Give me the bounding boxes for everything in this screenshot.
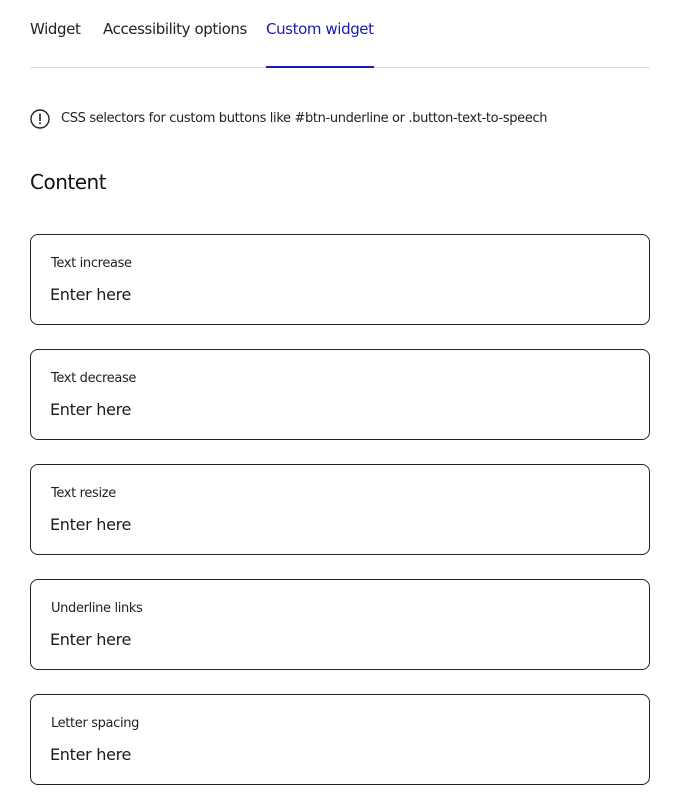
info-circle-icon [30, 109, 50, 129]
text-resize-field[interactable] [30, 464, 650, 555]
section-title: Content [30, 170, 107, 194]
tab-custom-widget[interactable]: Custom widget [266, 20, 374, 68]
underline-links-field[interactable] [30, 579, 650, 670]
text-resize-input[interactable] [50, 512, 630, 536]
field-label: Underline links [51, 601, 143, 616]
text-increase-input[interactable] [50, 282, 630, 306]
tab-accessibility-options[interactable]: Accessibility options [103, 20, 247, 38]
field-label: Text resize [51, 486, 116, 501]
letter-spacing-field[interactable] [30, 694, 650, 785]
text-decrease-input[interactable] [50, 397, 630, 421]
text-decrease-field[interactable] [30, 349, 650, 440]
underline-links-input[interactable] [50, 627, 630, 651]
info-banner [30, 108, 547, 129]
text-increase-field[interactable] [30, 234, 650, 325]
field-label: Letter spacing [51, 716, 140, 731]
tab-bar [30, 0, 650, 68]
letter-spacing-input[interactable] [50, 742, 630, 766]
info-text: CSS selectors for custom buttons like #btn-underline or .button-text-to-speech [61, 111, 548, 126]
field-label: Text decrease [51, 371, 137, 386]
tab-widget[interactable]: Widget [30, 20, 81, 38]
field-label: Text increase [51, 256, 132, 271]
